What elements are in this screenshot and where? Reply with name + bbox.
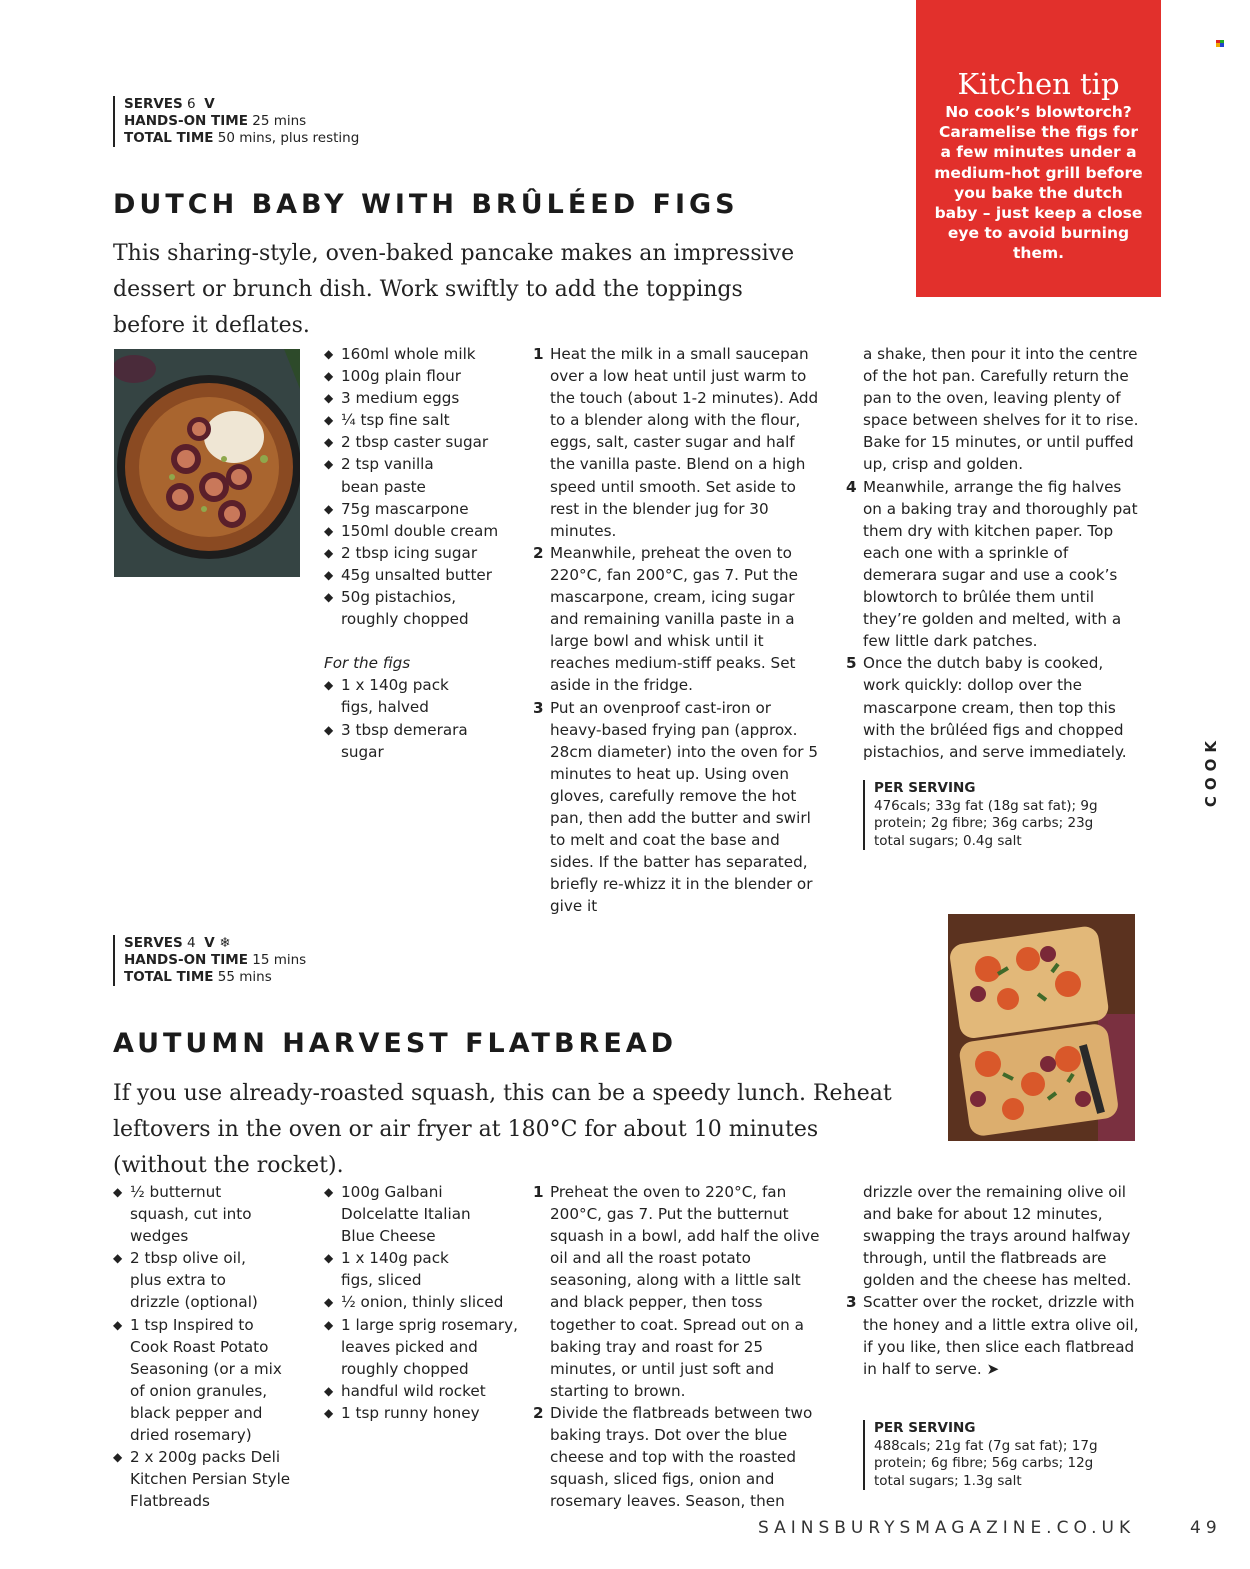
step-number: 1 — [533, 1183, 544, 1201]
method-step — [846, 476, 1141, 653]
recipe2-nutrition — [863, 1420, 1099, 1490]
method-step — [533, 1402, 823, 1512]
step-continuation: a shake, then pour it into the centre of the hot pan. Carefully return the pan to the oven, leaving plenty of space between shelves for it to rise. Bake for 15 minutes, or until puffed up, crisp and golden. — [863, 345, 1139, 474]
total-time-label: TOTAL TIME — [124, 969, 214, 985]
recipe1-title: DUTCH BABY WITH BRÛLÉED FIGS — [113, 189, 739, 220]
ingredient-item: ◆ 2 x 200g packs Deli Kitchen Persian Style Flatbreads — [113, 1446, 295, 1512]
hands-on-label: HANDS-ON TIME — [124, 952, 248, 968]
step-text: Meanwhile, preheat the oven to 220°C, fan 200°C, gas 7. Put the mascarpone, cream, icing sugar and remaining vanilla paste in a large bowl and whisk until it reaches medium-stiff peaks. Set aside in the fridge. — [550, 543, 799, 695]
method-step — [846, 1291, 1141, 1379]
ingredient-item: ◆ 3 medium eggs — [324, 387, 514, 409]
hands-on-label: HANDS-ON TIME — [124, 113, 248, 129]
step-number: 1 — [533, 345, 544, 363]
step-text: Divide the flatbreads between two baking trays. Dot over the blue cheese and top with the roasted squash, sliced figs, onion and rosemary leaves. Season, then — [550, 1403, 813, 1511]
ingredient-item: ◆ 45g unsalted butter — [324, 564, 514, 586]
method-step — [533, 343, 823, 542]
method-step — [846, 652, 1141, 762]
ingredient-item: ◆ ½ onion, thinly sliced — [324, 1291, 524, 1313]
recipe1-nutrition — [863, 780, 1099, 850]
step-text: Preheat the oven to 220°C, fan 200°C, gas 7. Put the butternut squash in a bowl, add half the olive oil and all the roast potato seasoning, along with a little salt and black pepper, then toss together to coat. Spread out on a baking tray and roast for 25 minutes, or until just soft and starting to brown. — [550, 1183, 820, 1400]
per-serving-label: PER SERVING — [874, 1420, 976, 1436]
ingredient-item: ◆ 2 tbsp olive oil, plus extra to drizzle (optional) — [113, 1247, 270, 1313]
kitchen-tip-title: Kitchen tip — [957, 67, 1120, 101]
recipe1-method-col1 — [533, 343, 823, 917]
ingredient-item: ◆ 1 tsp runny honey — [324, 1402, 524, 1424]
per-serving-values: 488cals; 21g fat (7g sat fat); 17g protein; 6g fibre; 56g carbs; 12g total sugars; 1.3g salt — [874, 1437, 1098, 1489]
ingredient-item: ◆ 50g pistachios, roughly chopped — [324, 586, 481, 630]
total-time-value: 55 mins — [217, 969, 272, 985]
ingredient-item: ◆ 1 large sprig rosemary, leaves picked and roughly chopped — [324, 1314, 526, 1380]
serves-label: SERVES — [124, 96, 183, 112]
serves-value: 6 — [187, 96, 196, 112]
ingredient-item: ◆ 100g plain flour — [324, 365, 514, 387]
section-side-label: COOK — [1202, 735, 1220, 808]
step-number: 3 — [533, 698, 544, 717]
method-step — [533, 1181, 823, 1402]
kitchen-tip-text: No cook’s blowtorch? Caramelise the figs for a few minutes under a medium-hot grill before you bake the dutch baby – just keep a close eye to avoid burning them. — [934, 103, 1143, 263]
kitchen-tip-box — [916, 0, 1161, 297]
step-text: Put an ovenproof cast-iron or heavy-based frying pan (approx. 28cm diameter) into the oven for 5 minutes to heat up. Using oven gloves, carefully remove the hot pan, then add the butter and swirl to melt and coat the base and sides. If the batter has separated, briefly re-whizz it in the blender or give it — [550, 698, 819, 916]
recipe2-intro: If you use already-roasted squash, this can be a speedy lunch. Reheat leftovers in the oven or air fryer at 180°C for about 10 minutes (without the rocket). — [113, 1081, 892, 1178]
per-serving-label: PER SERVING — [874, 780, 976, 796]
step-text: Once the dutch baby is cooked, work quickly: dollop over the mascarpone cream, then top this with the brûléed figs and chopped pistachios, and serve immediately. — [863, 654, 1127, 761]
step-number: 3 — [846, 1293, 857, 1312]
footer-site-url: SAINSBURYSMAGAZINE.CO.UK — [758, 1518, 1136, 1538]
recipe1-meta — [113, 96, 359, 147]
method-step — [533, 542, 823, 697]
page-number: 49 — [1190, 1518, 1222, 1538]
figs-subheading: For the figs — [324, 654, 411, 673]
ingredient-item: ◆ 1 x 140g pack figs, halved — [324, 674, 461, 718]
step-text: Heat the milk in a small saucepan over a low heat until just warm to the touch (about 1-2 minutes). Add to a blender along with the flour, eggs, salt, caster sugar and half the vanilla paste. Blend on a high speed until smooth. Set aside to rest in the blender jug for 30 minutes. — [550, 345, 819, 540]
recipe2-title: AUTUMN HARVEST FLATBREAD — [113, 1028, 678, 1059]
recipe2-ingredients-col2 — [324, 1181, 524, 1424]
total-time-label: TOTAL TIME — [124, 130, 214, 146]
recipe2-ingredients-col1 — [113, 1181, 293, 1512]
step-text: Scatter over the rocket, drizzle with the honey and a little extra olive oil, if you like, then slice each flatbread in half to serve. ➤ — [863, 1293, 1139, 1378]
ingredient-item: ◆ 2 tsp vanilla bean paste — [324, 453, 451, 497]
recipe2-meta — [113, 935, 306, 986]
corner-logo-icon — [1216, 32, 1224, 39]
step-text: Meanwhile, arrange the fig halves on a baking tray and thoroughly pat them dry with kitchen paper. Top each one with a sprinkle of demerara sugar and use a cook’s blowtorch to brûlée them until they’re golden and melted, with a few little dark patches. — [863, 477, 1138, 651]
ingredient-item: ◆ 1 tsp Inspired to Cook Roast Potato Seasoning (or a mix of onion granules, black pepper and dried rosemary) — [113, 1314, 290, 1447]
recipe1-intro: This sharing-style, oven-baked pancake makes an impressive dessert or brunch dish. Work swiftly to add the toppings before it deflates. — [113, 241, 795, 338]
step-number: 5 — [846, 654, 857, 673]
method-step — [533, 697, 823, 918]
serves-label: SERVES — [124, 935, 183, 951]
step-number: 2 — [533, 1403, 544, 1422]
ingredient-item: ◆ 150ml double cream — [324, 520, 514, 542]
recipe2-method-col1 — [533, 1181, 823, 1512]
ingredient-item: ◆ ½ butternut squash, cut into wedges — [113, 1181, 280, 1247]
ingredient-item: ◆ 2 tbsp caster sugar — [324, 431, 514, 453]
ingredient-item: ◆ 160ml whole milk — [324, 343, 514, 365]
dutch-baby-photo — [114, 349, 300, 577]
total-time-value: 50 mins, plus resting — [217, 130, 360, 146]
step-number: 2 — [533, 543, 544, 562]
ingredient-item: ◆ 2 tbsp icing sugar — [324, 542, 514, 564]
ingredient-item: ◆ 100g Galbani Dolcelatte Italian Blue Cheese — [324, 1181, 471, 1247]
recipe2-method-col2 — [846, 1181, 1141, 1380]
recipe1-ingredients — [324, 343, 514, 763]
ingredient-item: ◆ handful wild rocket — [324, 1380, 524, 1402]
ingredient-item: ◆ ¼ tsp fine salt — [324, 409, 514, 431]
ingredient-item: ◆ 1 x 140g pack figs, sliced — [324, 1247, 461, 1291]
ingredient-item: ◆ 75g mascarpone — [324, 498, 514, 520]
serves-value: 4 — [187, 935, 196, 951]
step-continuation: drizzle over the remaining olive oil and bake for about 12 minutes, swapping the trays around halfway through, until the flatbreads are golden and the cheese has melted. — [863, 1183, 1132, 1290]
hands-on-value: 15 mins — [252, 952, 307, 968]
diet-mark: V ❄ — [204, 935, 231, 951]
diet-mark: V — [204, 96, 215, 112]
recipe1-method-col2 — [846, 343, 1141, 763]
step-number: 4 — [846, 477, 857, 496]
hands-on-value: 25 mins — [252, 113, 307, 129]
per-serving-values: 476cals; 33g fat (18g sat fat); 9g protein; 2g fibre; 36g carbs; 23g total sugars; 0.4g salt — [874, 797, 1098, 849]
ingredient-item: ◆ 3 tbsp demerara sugar — [324, 719, 471, 763]
flatbread-photo — [948, 914, 1135, 1141]
